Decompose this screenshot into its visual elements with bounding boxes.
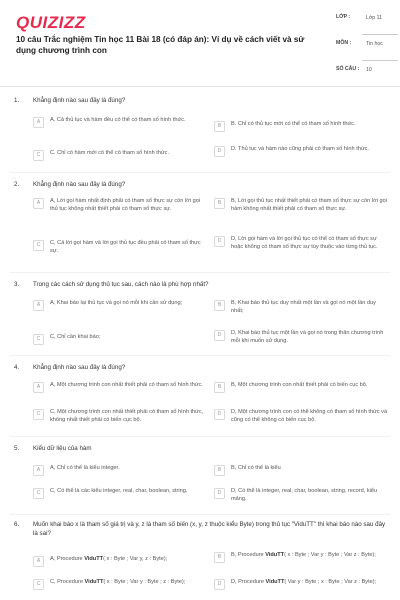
question-text: Khẳng định nào sau đây là đúng? bbox=[33, 364, 126, 371]
option-procedure-name: ViduTT bbox=[84, 556, 104, 562]
option-text: D, Khai báo thủ tục một lần và gọi nó trong thân chương trình mỗi khi muốn sử dụng. bbox=[231, 330, 384, 344]
option-text: B, Một chương trình con nhất thiết phải có biến cục bộ. bbox=[231, 382, 368, 388]
option-params: ( x : Byte ; Var y : Byte ; Var z : Byte); bbox=[284, 552, 376, 558]
meta-divider bbox=[362, 34, 398, 35]
question-text: Kiểu dữ liệu của hàm bbox=[33, 445, 92, 452]
question-number: 6. bbox=[14, 521, 20, 528]
socau-label: SỐ CÂU : bbox=[336, 66, 360, 72]
lop-label: LỚP : bbox=[336, 14, 351, 20]
option-letter-box: C bbox=[33, 240, 44, 251]
option-text: B, Chỉ có thể là kiểu bbox=[231, 465, 281, 471]
option-text: C. Chỉ có hàm mới có thể có tham số hình thức. bbox=[50, 150, 170, 156]
mon-label: MÔN : bbox=[336, 40, 352, 46]
question-number: 5. bbox=[14, 445, 20, 452]
option-letter-box: A bbox=[33, 117, 44, 128]
quizizz-logo: QUIZIZZ bbox=[16, 13, 86, 32]
question-divider bbox=[10, 172, 390, 173]
option-letter-box: B bbox=[214, 382, 225, 393]
question-number: 2. bbox=[14, 181, 20, 188]
option-text: C, Có thể là các kiểu integer, real, char, boolean, string. bbox=[50, 488, 188, 494]
question-text: Khẳng định nào sau đây là đúng? bbox=[33, 181, 126, 188]
option-letter-box: C bbox=[33, 409, 44, 420]
option-text: C, Chỉ cần khai báo; bbox=[50, 334, 101, 340]
option-letter-box: A bbox=[33, 198, 44, 209]
option-text: D, Có thể là integer, real, char, boolean, string, record, kiểu mảng. bbox=[231, 488, 378, 502]
worksheet-title: 10 câu Trắc nghiệm Tin học 11 Bài 18 (có đáp án): Ví dụ về cách viết và sử dụng chương trình con bbox=[16, 35, 305, 55]
socau-value: 10 bbox=[366, 67, 372, 73]
option-text: D, Một chương trình con có thể không có tham số hình thức và cũng có thể không có biến cục bộ. bbox=[231, 409, 388, 423]
option-letter-box: D bbox=[214, 579, 225, 590]
question-divider bbox=[10, 272, 390, 273]
option-letter-box: D bbox=[214, 409, 225, 420]
option-letter-box: C bbox=[33, 150, 44, 161]
option-text: C, Cả lời gọi hàm và lời gọi thủ tục đều phải có tham số thực sự. bbox=[50, 240, 201, 254]
option-text: A, Khai báo lại thủ tục và gọi nó mỗi khi cần sử dụng; bbox=[50, 300, 183, 306]
option-params: ( Var y : Byte ; x : Byte ; Var z : Byte); bbox=[284, 579, 377, 585]
option-letter-box: A bbox=[33, 556, 44, 567]
header-divider bbox=[0, 86, 400, 87]
option-letter-box: C bbox=[33, 579, 44, 590]
option-letter-box: C bbox=[33, 488, 44, 499]
meta-divider bbox=[362, 60, 398, 61]
option-procedure-name: ViduTT bbox=[265, 579, 285, 585]
option-text: D, Lời gọi hàm và lời gọi thủ tục có thể có tham số thực sự hoặc không có tham số thực sự tùy thuộc vào từng thủ tục. bbox=[231, 236, 378, 250]
option-text: D. Thủ tục và hàm nào cũng phải có tham số hình thức. bbox=[231, 146, 369, 152]
option-letter-box: A bbox=[33, 382, 44, 393]
mon-value: Tin học bbox=[366, 41, 383, 47]
option-procedure-name: ViduTT bbox=[84, 579, 104, 585]
option-text: B, Khai báo thủ tục duy nhất một lần và gọi nó một lần duy nhất; bbox=[231, 300, 376, 314]
option-letter-box: A bbox=[33, 465, 44, 476]
question-number: 4. bbox=[14, 364, 20, 371]
option-letter-box: D bbox=[214, 236, 225, 247]
question-number: 3. bbox=[14, 281, 20, 288]
option-prefix: C, Procedure bbox=[50, 579, 85, 585]
option-text bbox=[231, 579, 389, 587]
option-procedure-name: ViduTT bbox=[265, 552, 285, 558]
option-text bbox=[50, 556, 208, 564]
option-text: A. Cả thủ tục và hàm đều có thể có tham số hình thức. bbox=[50, 117, 186, 123]
option-letter-box: B bbox=[214, 465, 225, 476]
option-letter-box: D bbox=[214, 330, 225, 341]
option-text: A, Một chương trình con nhất thiết phải có tham số hình thức. bbox=[50, 382, 203, 388]
option-prefix: D, Procedure bbox=[231, 579, 266, 585]
option-letter-box: A bbox=[33, 300, 44, 311]
option-text bbox=[50, 579, 208, 587]
option-text: A, Lời gọi hàm nhất định phải có tham số thực sự còn lời gọi thủ tục không nhất thiết phải có tham số thực sự. bbox=[50, 198, 201, 212]
option-letter-box: C bbox=[33, 334, 44, 345]
option-params: ( x : Byte ; Var y, z : Byte); bbox=[103, 556, 168, 562]
option-letter-box: B bbox=[214, 300, 225, 311]
question-divider bbox=[10, 514, 390, 515]
option-text bbox=[231, 552, 389, 560]
question-divider bbox=[10, 355, 390, 356]
option-prefix: A, Procedure bbox=[50, 556, 85, 562]
question-text: Muốn khai báo x là tham số giá trị và y, z là tham số biến (x, y, z thuộc kiểu Byte) trong thủ tục "ViduTT" thì khai báo nào sau đây là sai? bbox=[33, 521, 386, 537]
option-params: ( x : Byte ; Var y : Byte ; z : Byte); bbox=[103, 579, 186, 585]
option-letter-box: B bbox=[214, 198, 225, 209]
option-letter-box: B bbox=[214, 552, 225, 563]
option-letter-box: B bbox=[214, 121, 225, 132]
option-text: C, Một chương trình con nhất thiết phải có tham số hình thức, không nhất thiết phải có biến cục bộ. bbox=[50, 409, 204, 423]
option-text: A, Chỉ có thể là kiểu integer. bbox=[50, 465, 120, 471]
option-prefix: B, Procedure bbox=[231, 552, 266, 558]
option-text: B, Lời gọi thủ tục nhất thiết phải có tham số thực sự còn lời gọi hàm không nhất thiết phải có tham số thực sự. bbox=[231, 198, 387, 212]
option-text: B. Chỉ có thủ tục mới có thể có tham số hình thức. bbox=[231, 121, 356, 127]
question-divider bbox=[10, 436, 390, 437]
question-number: 1. bbox=[14, 97, 20, 104]
question-text: Khẳng định nào sau đây là đúng? bbox=[33, 97, 126, 104]
option-letter-box: D bbox=[214, 488, 225, 499]
lop-value: Lớp 11 bbox=[366, 15, 382, 21]
question-text: Trong các cách sử dụng thủ tục sau, cách nào là phù hợp nhất? bbox=[33, 281, 209, 288]
worksheet-header bbox=[0, 0, 400, 86]
option-letter-box: D bbox=[214, 146, 225, 157]
